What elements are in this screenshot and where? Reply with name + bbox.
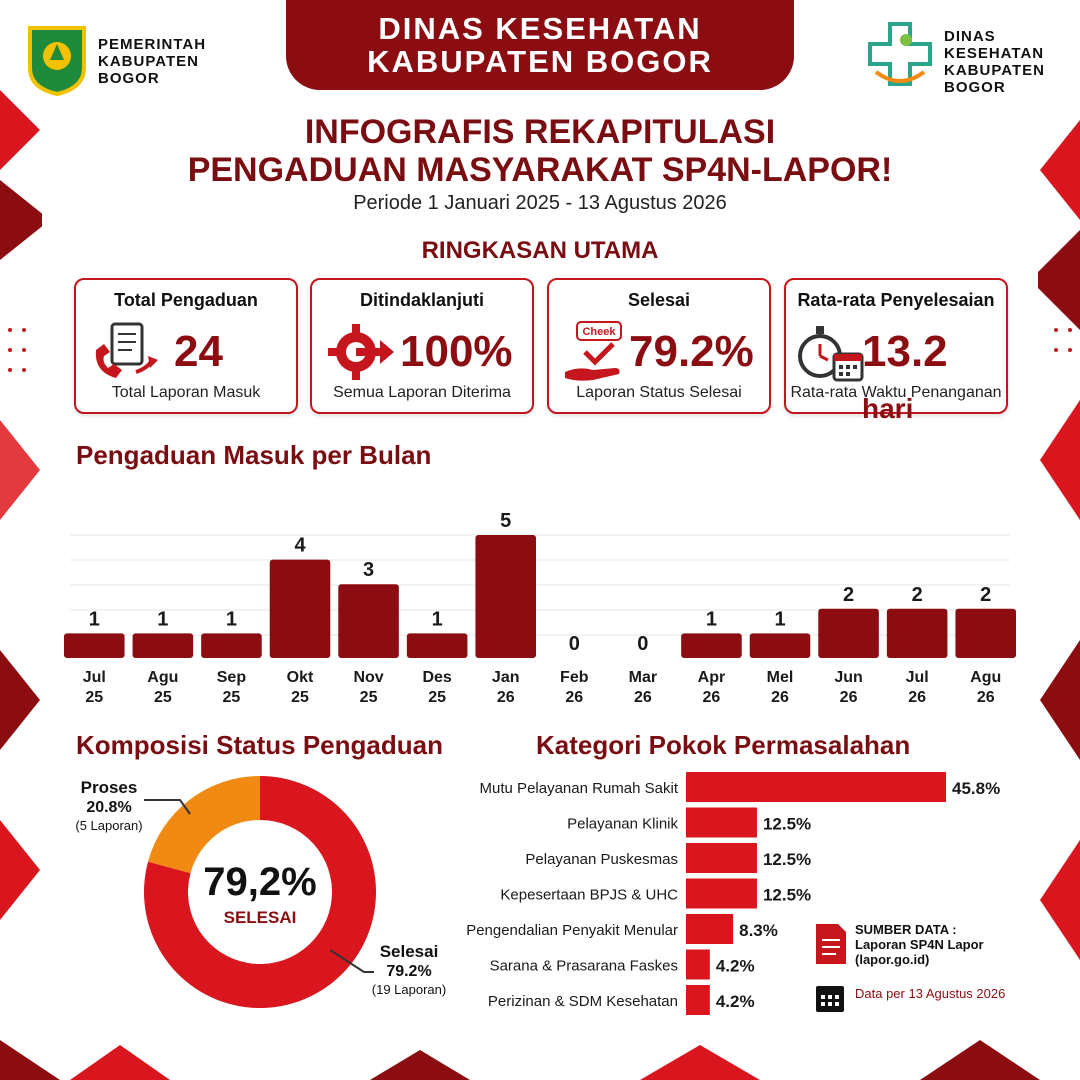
gear-arrow-icon	[326, 320, 396, 384]
month-bar	[750, 633, 811, 658]
donut-label-percent: 79.2%	[386, 963, 432, 980]
bar-value-label: 3	[363, 559, 375, 582]
summary-title: Total Pengaduan	[114, 290, 258, 310]
donut-center-value: 79,2%	[203, 860, 317, 904]
category-bar	[686, 772, 946, 802]
summary-value: 79.2%	[629, 327, 754, 376]
main-title-line-1: INFOGRAFIS REKAPITULASI	[304, 113, 776, 151]
month-label: Okt	[286, 669, 314, 686]
bar-value-label: 0	[637, 633, 649, 655]
month-bar	[407, 633, 468, 658]
stopwatch-calendar-icon	[794, 320, 864, 384]
category-label: Mutu Pelayanan Rumah Sakit	[479, 780, 678, 797]
document-icon	[814, 922, 848, 966]
category-label: Perizinan & SDM Kesehatan	[487, 993, 678, 1010]
bogor-regency-emblem-icon	[26, 24, 88, 96]
year-label: 26	[496, 689, 515, 706]
month-bar	[270, 560, 331, 658]
category-label: Kepesertaan BPJS & UHC	[500, 886, 678, 904]
month-label: Sep	[216, 669, 247, 686]
summary-value: 100%	[400, 327, 513, 376]
month-bar	[64, 633, 125, 658]
data-date: Data per 13 Agustus 2026	[855, 986, 1006, 1001]
month-label: Mel	[766, 669, 794, 686]
month-label: Agu	[147, 669, 179, 686]
month-label: Des	[422, 669, 452, 686]
bar-value-label: 2	[843, 583, 855, 606]
category-label: Pengendalian Penyakit Menular	[466, 922, 678, 939]
left-org-name: PEMERINTAH KABUPATEN BOGOR	[98, 36, 207, 87]
phone-document-icon	[90, 320, 160, 384]
bar-value-label: 4	[294, 534, 306, 557]
summary-card-total	[74, 278, 298, 414]
source-url: (lapor.go.id)	[855, 952, 930, 967]
summary-card-completed	[547, 278, 771, 414]
year-label: 25	[222, 689, 241, 706]
year-label: 26	[771, 689, 789, 706]
category-bar	[686, 985, 710, 1015]
summary-caption: Total Laporan Masuk	[111, 384, 261, 401]
year-label: 26	[565, 689, 584, 706]
year-label: 26	[702, 689, 721, 706]
year-label: 25	[153, 689, 172, 706]
bar-value-label: 1	[705, 608, 717, 631]
bar-value-label: 1	[157, 608, 169, 631]
donut-center-label: SELESAI	[223, 908, 297, 927]
month-label: Jun	[834, 669, 863, 686]
month-bar	[201, 633, 262, 658]
donut-label-name: Proses	[80, 778, 138, 797]
category-value-label: 12.5%	[762, 850, 812, 869]
month-label: Nov	[353, 669, 384, 686]
donut-label-percent: 20.8%	[86, 799, 132, 816]
check-hand-icon	[563, 320, 633, 384]
summary-value	[862, 326, 1006, 435]
source-title: SUMBER DATA :	[855, 922, 957, 937]
category-bar-chart	[440, 770, 1040, 1020]
summary-value: 24	[174, 327, 223, 376]
category-value-label: 12.5%	[762, 814, 812, 834]
month-bar	[338, 584, 399, 658]
category-heading: Kategori Pokok Permasalahan	[536, 730, 911, 760]
month-bar	[475, 535, 536, 658]
month-label: Apr	[697, 669, 726, 686]
summary-caption: Semua Laporan Diterima	[333, 384, 511, 401]
category-bar	[686, 914, 733, 944]
monthly-chart-heading: Pengaduan Masuk per Bulan	[76, 440, 432, 470]
monthly-bar-chart	[60, 500, 1020, 720]
month-bar	[681, 633, 742, 658]
summary-card-average	[784, 278, 1008, 424]
summary-caption: Laporan Status Selesai	[576, 384, 742, 401]
month-label: Jul	[905, 669, 929, 686]
calendar-icon	[814, 982, 846, 1014]
check-tag-text: Cheek	[582, 326, 616, 338]
category-bar	[686, 808, 757, 838]
source-name: Laporan SP4N Lapor	[855, 937, 984, 952]
month-label: Jan	[491, 669, 520, 686]
category-label: Pelayanan Klinik	[567, 815, 678, 833]
summary-title: Selesai	[627, 290, 691, 310]
month-label: Agu	[970, 669, 1002, 686]
category-bar	[686, 843, 757, 873]
donut-label-name: Selesai	[379, 942, 439, 961]
period-subtitle: Periode 1 Januari 2025 - 13 Agustus 2026	[353, 192, 727, 214]
right-org-name: DINAS KESEHATAN KABUPATEN BOGOR	[944, 28, 1045, 96]
month-bar	[818, 609, 879, 658]
year-label: 25	[291, 689, 309, 706]
header-banner	[286, 0, 794, 90]
month-bar	[133, 633, 194, 658]
year-label: 26	[633, 689, 652, 706]
bar-value-label: 2	[911, 583, 923, 606]
summary-card-followed-up	[310, 278, 534, 414]
month-bar	[955, 609, 1016, 658]
summary-title: Rata-rata Penyelesaian	[797, 290, 995, 310]
category-value-label: 4.2%	[715, 956, 755, 976]
summary-heading: RINGKASAN UTAMA	[421, 237, 659, 264]
bar-value-label: 1	[774, 608, 786, 631]
bar-value-label: 1	[225, 608, 237, 631]
banner-line-1: DINAS KESEHATAN	[378, 11, 702, 46]
composition-heading: Komposisi Status Pengaduan	[76, 730, 443, 760]
category-value-label: 8.3%	[739, 921, 778, 940]
month-label: Jul	[82, 669, 106, 686]
bar-value-label: 5	[500, 510, 512, 532]
bar-value-label: 1	[88, 608, 100, 631]
year-label: 26	[976, 689, 995, 706]
category-bar	[686, 879, 757, 909]
category-value-label: 4.2%	[715, 992, 755, 1011]
summary-value-unit: hari	[862, 393, 914, 424]
donut-label-count: (5 Laporan)	[75, 818, 143, 833]
month-label: Feb	[560, 669, 589, 686]
category-label: Sarana & Prasarana Faskes	[489, 957, 678, 975]
year-label: 26	[908, 689, 927, 706]
summary-title: Ditindaklanjuti	[359, 290, 484, 310]
source-info	[855, 922, 1035, 967]
year-label: 26	[839, 689, 858, 706]
category-value-label: 45.8%	[952, 779, 1001, 798]
year-label: 25	[359, 689, 378, 706]
donut-label-proses	[66, 778, 152, 834]
category-bar	[686, 950, 710, 980]
category-value-label: 12.5%	[762, 885, 812, 905]
main-title-line-2: PENGADUAN MASYARAKAT SP4N-LAPOR!	[187, 151, 893, 189]
banner-line-2: KABUPATEN BOGOR	[367, 44, 713, 79]
summary-value-number: 13.2	[862, 327, 948, 376]
year-label: 25	[85, 689, 104, 706]
month-label: Mar	[628, 669, 658, 686]
donut-label-count: (19 Laporan)	[371, 982, 447, 997]
month-bar	[887, 609, 948, 658]
category-label: Pelayanan Puskesmas	[525, 851, 678, 868]
summary-caption: Rata-rata Waktu Penanganan	[790, 384, 1002, 401]
bar-value-label: 1	[431, 608, 443, 631]
bar-value-label: 0	[568, 633, 580, 655]
year-label: 25	[428, 689, 447, 706]
health-office-logo-icon	[862, 18, 938, 98]
bar-value-label: 2	[980, 583, 992, 606]
